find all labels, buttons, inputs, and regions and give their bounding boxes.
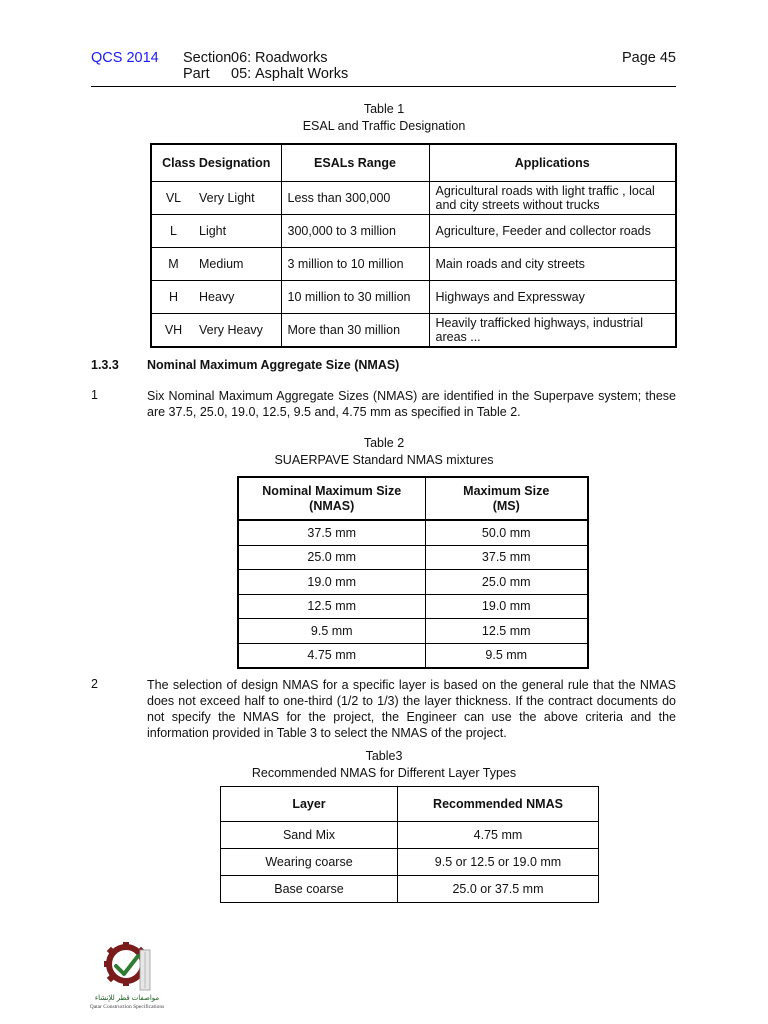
section-number: 1.3.3 — [91, 358, 119, 372]
class-name: Very Light — [195, 182, 281, 215]
nmas-value: 12.5 mm — [238, 594, 425, 619]
header-nmas-line2: (NMAS) — [309, 498, 355, 513]
max-size-value: 37.5 mm — [425, 545, 588, 570]
layer-type: Base coarse — [221, 876, 398, 903]
class-code: H — [151, 281, 195, 314]
nmas-value: 37.5 mm — [238, 520, 425, 545]
max-size-value: 19.0 mm — [425, 594, 588, 619]
table-row — [238, 545, 588, 570]
table-row — [151, 215, 676, 248]
class-code: L — [151, 215, 195, 248]
nmas-value: 9.5 mm — [238, 619, 425, 644]
class-code: M — [151, 248, 195, 281]
table-row — [151, 182, 676, 215]
header-nmas — [238, 477, 425, 520]
table3-caption-title: Recommended NMAS for Different Layer Types — [251, 766, 517, 780]
esals-range: More than 30 million — [281, 314, 429, 348]
table-header-row — [151, 144, 676, 182]
table-row — [238, 594, 588, 619]
table3-caption — [0, 748, 768, 782]
table1-caption — [0, 101, 768, 135]
table-row — [238, 619, 588, 644]
recommended-nmas-table — [220, 786, 599, 903]
table-row — [151, 281, 676, 314]
logo-arabic-text: مواصفات قطر للإنشاء — [94, 995, 160, 1002]
class-code: VL — [151, 182, 195, 215]
table-header-row — [221, 787, 599, 822]
header-max-size — [425, 477, 588, 520]
section-line — [183, 50, 328, 66]
table-header-row — [238, 477, 588, 520]
esals-range: 10 million to 30 million — [281, 281, 429, 314]
logo-english-text: Qatar Construction Specifications — [89, 1004, 165, 1010]
class-name: Very Heavy — [195, 314, 281, 348]
table-row — [151, 314, 676, 348]
section-title: Nominal Maximum Aggregate Size (NMAS) — [147, 358, 400, 372]
table3-caption-number: Table3 — [365, 749, 403, 763]
table-row — [221, 822, 599, 849]
esals-range: Less than 300,000 — [281, 182, 429, 215]
esals-range: 300,000 to 3 million — [281, 215, 429, 248]
part-title: Asphalt Works — [255, 66, 349, 82]
max-size-value: 25.0 mm — [425, 570, 588, 595]
page-number: Page 45 — [621, 50, 676, 66]
document-code: QCS 2014 — [91, 50, 159, 66]
building-icon — [140, 950, 150, 990]
nmas-value: 4.75 mm — [238, 643, 425, 668]
recommended-nmas: 9.5 or 12.5 or 19.0 mm — [398, 849, 599, 876]
table1-caption-title: ESAL and Traffic Designation — [302, 119, 466, 133]
applications: Agricultural roads with light traffic , local and city streets without trucks — [429, 182, 676, 215]
layer-type: Sand Mix — [221, 822, 398, 849]
paragraph-text: The selection of design NMAS for a specific layer is based on the general rule that the NMAS does not exceed half to one-third (1/2 to 1/3) the layer thickness. If the contract documents do not specify the NMAS for the project, the Engineer can use the above criteria and the information provided in Table 3 to select the NMAS of the project. — [147, 678, 676, 740]
header-class-designation: Class Designation — [151, 144, 281, 182]
class-name: Light — [195, 215, 281, 248]
paragraph-text: Six Nominal Maximum Aggregate Sizes (NMAS) are identified in the Superpave system; these are 37.5, 25.0, 19.0, 12.5, 9.5 and, 4.75 mm as specified in Table 2. — [147, 389, 676, 419]
max-size-value: 9.5 mm — [425, 643, 588, 668]
paragraph-number: 1 — [91, 388, 98, 402]
table2-caption-number: Table 2 — [363, 436, 405, 450]
header-layer: Layer — [221, 787, 398, 822]
max-size-value: 12.5 mm — [425, 619, 588, 644]
checkmark-icon — [116, 956, 138, 974]
applications: Main roads and city streets — [429, 248, 676, 281]
max-size-value: 50.0 mm — [425, 520, 588, 545]
table2-caption-title: SUAERPAVE Standard NMAS mixtures — [274, 453, 494, 467]
table-row — [221, 876, 599, 903]
table-row — [238, 643, 588, 668]
part-label: Part — [183, 66, 210, 82]
page-header — [91, 50, 676, 87]
class-name: Medium — [195, 248, 281, 281]
header-ms-line2: (MS) — [492, 498, 520, 513]
nmas-value: 19.0 mm — [238, 570, 425, 595]
nmas-value: 25.0 mm — [238, 545, 425, 570]
table1-caption-number: Table 1 — [363, 102, 405, 116]
part-number: 05: — [231, 66, 252, 82]
table-row — [151, 248, 676, 281]
applications: Highways and Expressway — [429, 281, 676, 314]
section-label: Section — [183, 50, 232, 66]
nmas-mixtures-table — [237, 476, 589, 669]
header-esals-range: ESALs Range — [281, 144, 429, 182]
table-row — [238, 570, 588, 595]
class-name: Heavy — [195, 281, 281, 314]
recommended-nmas: 4.75 mm — [398, 822, 599, 849]
paragraph-number: 2 — [91, 677, 98, 691]
header-applications: Applications — [429, 144, 676, 182]
applications: Agriculture, Feeder and collector roads — [429, 215, 676, 248]
recommended-nmas: 25.0 or 37.5 mm — [398, 876, 599, 903]
applications: Heavily trafficked highways, industrial areas ... — [429, 314, 676, 348]
header-nmas-line1: Nominal Maximum Size — [262, 483, 402, 498]
section-number: 06: — [231, 50, 252, 66]
header-recommended-nmas: Recommended NMAS — [398, 787, 599, 822]
table-row — [221, 849, 599, 876]
section-title: Roadworks — [255, 50, 328, 66]
part-line — [183, 66, 348, 82]
esals-range: 3 million to 10 million — [281, 248, 429, 281]
table-row — [238, 520, 588, 545]
class-code: VH — [151, 314, 195, 348]
table2-caption — [0, 435, 768, 469]
esal-traffic-table — [150, 143, 677, 348]
header-ms-line1: Maximum Size — [463, 483, 550, 498]
layer-type: Wearing coarse — [221, 849, 398, 876]
